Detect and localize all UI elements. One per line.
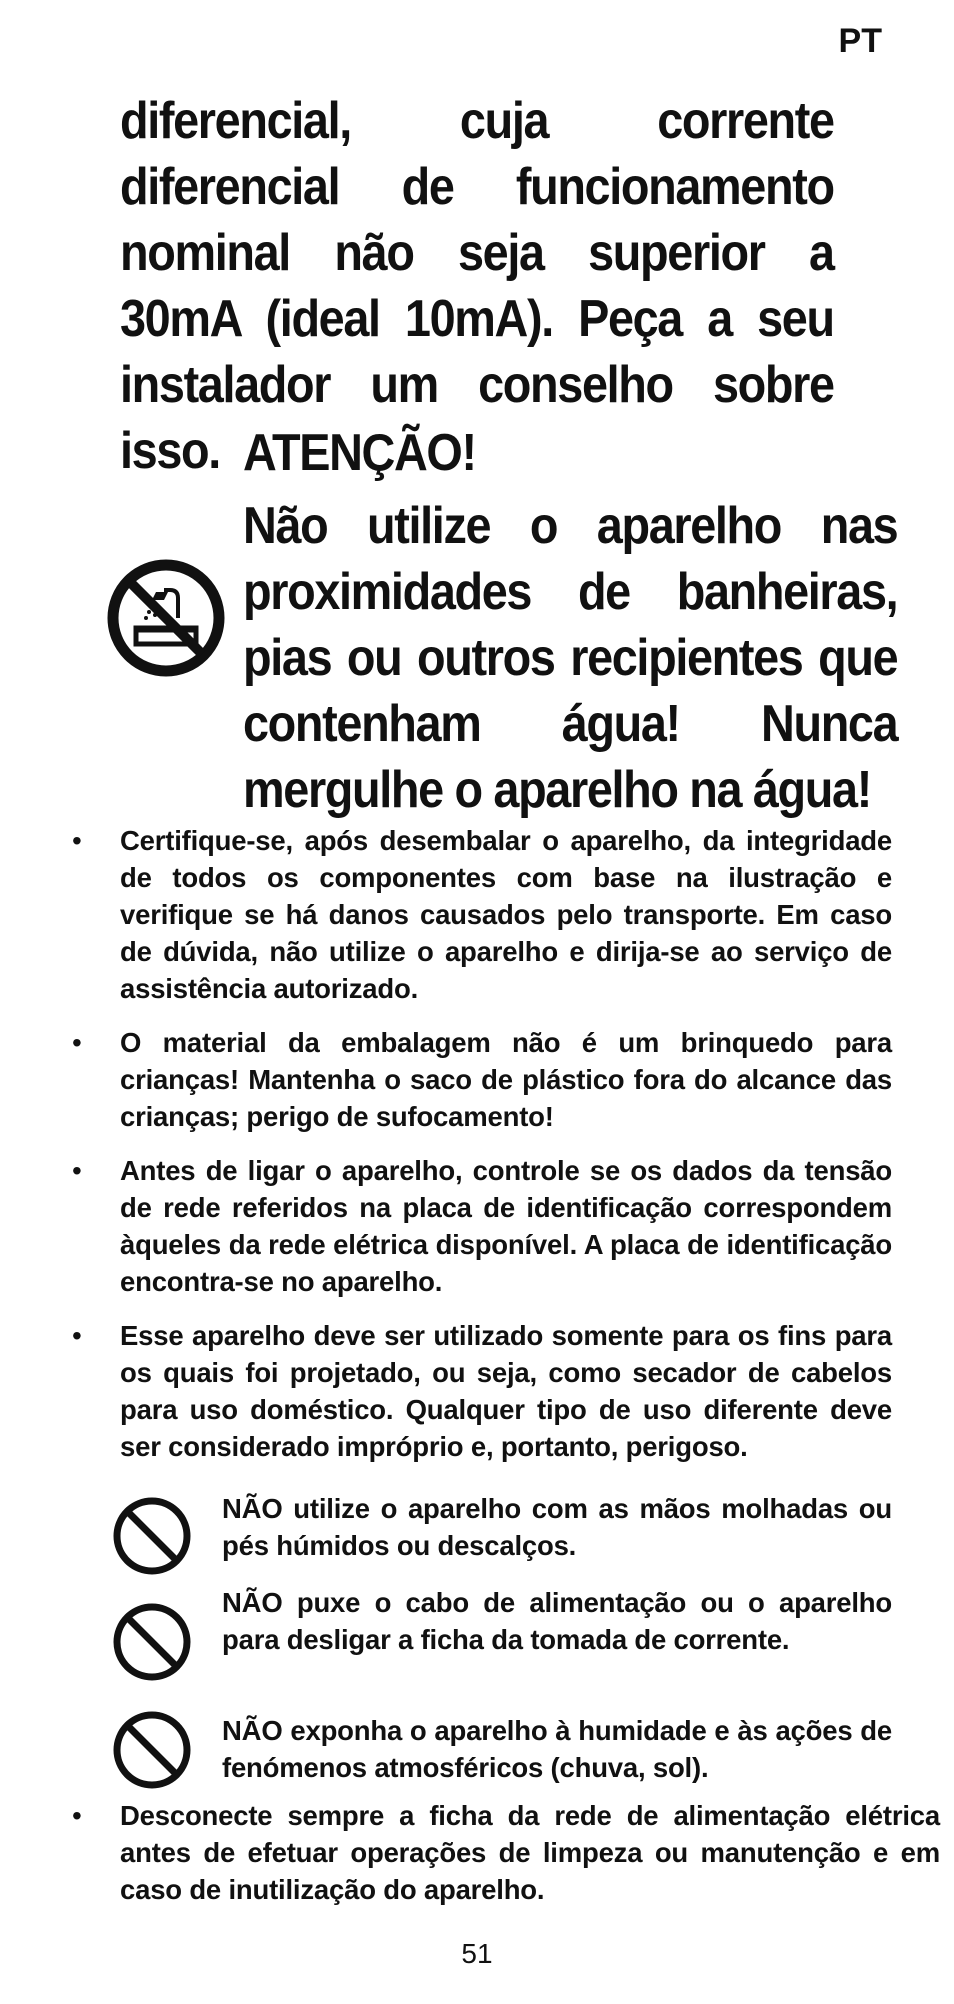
list-item (72, 822, 892, 1007)
no-bath-shower-icon (106, 558, 226, 678)
list-item (72, 1317, 892, 1465)
bullet-icon: • (72, 1027, 82, 1058)
bullet-icon: • (72, 1320, 82, 1351)
bullet-text: Antes de ligar o aparelho, controle se os dados da tensão de rede referidos na placa de identificação correspondem àqueles da rede elétrica disponível. A placa de identificação encontra-se no aparelho. (120, 1155, 892, 1297)
bullet-icon: • (72, 1155, 82, 1186)
bullet-text: O material da embalagem não é um brinquedo para crianças! Mantenha o saco de plástico fora do alcance das crianças; perigo de sufocamento! (120, 1027, 892, 1132)
bullet-icon: • (72, 1800, 82, 1831)
prohibition-text: NÃO puxe o cabo de alimentação ou o aparelho para desligar a ficha da tomada de corrente. (222, 1587, 892, 1655)
bullet-text: Certifique-se, após desembalar o aparelho, da integridade de todos os componentes com base na ilustração e verifique se há danos causados pelo transporte. Em caso de dúvida, não utilize o aparelho e dirija-se ao serviço de assistência autorizado. (120, 825, 892, 1004)
prohibition-icon (112, 1602, 192, 1682)
intro-paragraph: diferencial, cuja corrente diferencial de funcionamento nominal não seja superior a 30mA (ideal 10mA). Peça a seu instalador um conselho sobre isso. (120, 92, 834, 480)
list-item (72, 1152, 892, 1300)
prohibition-text: NÃO utilize o aparelho com as mãos molhadas ou pés húmidos ou descalços. (222, 1493, 892, 1561)
list-item (72, 1797, 940, 1908)
bullet-icon: • (72, 825, 82, 856)
prohibition-icon (112, 1710, 192, 1790)
warning-title: ATENÇÃO! (243, 424, 476, 482)
safety-bullet-list (72, 822, 892, 1482)
list-item (72, 1024, 892, 1135)
prohibition-icon (112, 1496, 192, 1576)
language-code: PT (838, 22, 882, 60)
page-number: 51 (461, 1938, 493, 1969)
prohibition-text: NÃO exponha o aparelho à humidade e às ações de fenómenos atmosféricos (chuva, sol). (222, 1715, 892, 1783)
bullet-text: Desconecte sempre a ficha da rede de alimentação elétrica antes de efetuar operações de limpeza ou manutenção e em caso de inutilização do aparelho. (120, 1800, 940, 1905)
warning-text: Não utilize o aparelho nas proximidades de banheiras, pias ou outros recipientes que contenham água! Nunca mergulhe o aparelho na água! (243, 497, 898, 819)
bullet-text: Esse aparelho deve ser utilizado somente para os fins para os quais foi projetado, ou seja, como secador de cabelos para uso doméstico. Qualquer tipo de uso diferente deve ser considerado impróprio e, portanto, perigoso. (120, 1320, 892, 1462)
